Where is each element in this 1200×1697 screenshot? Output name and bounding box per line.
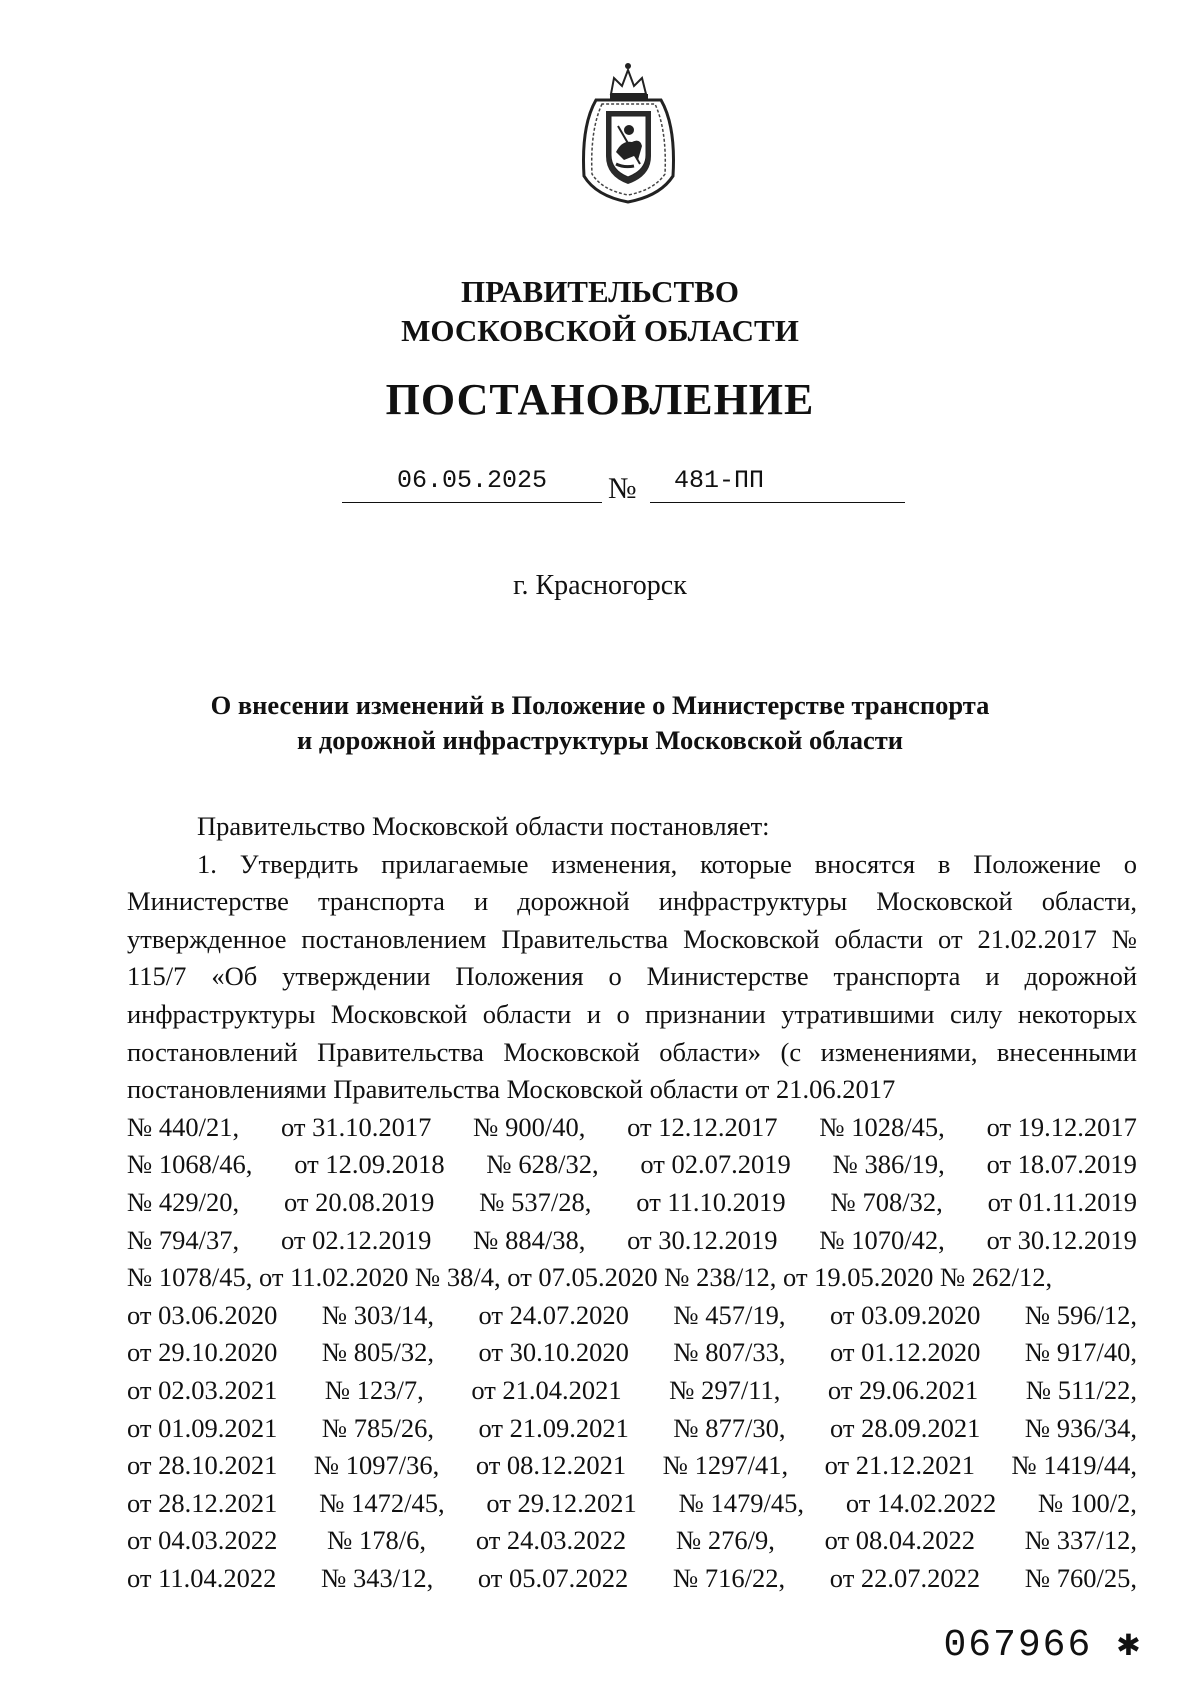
reference-item: от 30.12.2019 [627, 1224, 778, 1255]
reference-item: № 877/30, [673, 1412, 786, 1443]
reference-item: № 276/9, [675, 1525, 775, 1556]
reference-item: от 24.03.2022 [475, 1525, 627, 1556]
reference-item: от 28.10.2021 [127, 1450, 278, 1481]
reference-item: от 08.12.2021 [475, 1450, 627, 1481]
document-subject [0, 688, 1200, 758]
serial-number [943, 1620, 1142, 1667]
reference-line [127, 1410, 1137, 1448]
reference-item: от 29.12.2021 [486, 1487, 637, 1518]
reference-line [127, 1297, 1137, 1335]
reference-item: от 01.11.2019 [987, 1186, 1137, 1217]
coat-of-arms-emblem [566, 56, 691, 206]
reference-item: № 386/19, [832, 1149, 945, 1180]
intro-paragraph: Правительство Московской области постановляет: [197, 811, 770, 841]
reference-item: от 02.07.2019 [640, 1149, 791, 1180]
reference-item: № 1068/46, [127, 1149, 253, 1180]
reference-item: от 21.04.2021 [471, 1374, 622, 1405]
reference-line [127, 1259, 1137, 1297]
reference-line [127, 1522, 1137, 1560]
reference-line [127, 1560, 1137, 1598]
reference-item: № 457/19, [673, 1299, 786, 1330]
reference-item: от 19.12.2017 [986, 1111, 1137, 1142]
reference-item: от 20.08.2019 [284, 1186, 435, 1217]
reference-item: от 28.12.2021 [127, 1487, 278, 1518]
reference-item: № 337/12, [1024, 1525, 1137, 1556]
reference-item: № 807/33, [673, 1337, 786, 1368]
reference-item: от 30.12.2019 [986, 1224, 1137, 1255]
reference-item: № 297/11, [669, 1374, 781, 1405]
reference-item: № 303/14, [321, 1299, 434, 1330]
reference-item: от 12.12.2017 [627, 1111, 778, 1142]
reference-item: от 28.09.2021 [829, 1412, 981, 1443]
reference-item: от 24.07.2020 [478, 1299, 629, 1330]
reference-item: № 716/22, [672, 1562, 786, 1593]
government-title [0, 272, 1200, 350]
reference-item: от 02.12.2019 [280, 1224, 432, 1255]
reference-item: № 884/38, [473, 1224, 586, 1255]
reference-item: № 1078/45, от 11.02.2020 № 38/4, от 07.05.2020 № 238/12, от 19.05.2020 № 262/12, [127, 1262, 1053, 1293]
date-number-line [0, 466, 1200, 506]
reference-item: от 14.02.2022 [845, 1487, 997, 1518]
document-body [127, 808, 1137, 1597]
reference-item: № 794/37, [127, 1224, 240, 1255]
reference-item: № 178/6, [327, 1525, 427, 1556]
reference-item: № 100/2, [1038, 1487, 1137, 1518]
reference-item: № 628/32, [486, 1149, 599, 1180]
reference-item: от 29.10.2020 [127, 1337, 278, 1368]
reference-item: № 440/21, [127, 1111, 240, 1142]
reference-item: № 343/12, [321, 1562, 434, 1593]
reference-item: № 511/22, [1025, 1374, 1137, 1405]
reference-item: № 936/34, [1024, 1412, 1137, 1443]
document-number: 481-ПП [674, 466, 765, 495]
amendment-references [127, 1109, 1137, 1598]
document-date: 06.05.2025 [396, 466, 548, 495]
reference-item: от 11.10.2019 [636, 1186, 786, 1217]
reference-item: от 05.07.2022 [477, 1562, 629, 1593]
reference-item: № 1479/45, [678, 1487, 805, 1518]
number-underline [650, 502, 905, 503]
reference-item: № 900/40, [473, 1111, 586, 1142]
reference-item: № 760/25, [1024, 1562, 1137, 1593]
reference-item: № 805/32, [321, 1337, 434, 1368]
reference-item: № 785/26, [321, 1412, 434, 1443]
reference-item: № 708/32, [830, 1186, 943, 1217]
reference-line [127, 1184, 1137, 1222]
city-name: г. Красногорск [513, 570, 687, 601]
reference-item: от 02.03.2021 [127, 1374, 278, 1405]
reference-item: от 12.09.2018 [294, 1149, 445, 1180]
subject-line1: О внесении изменений в Положение о Министерстве транспорта [210, 690, 990, 720]
reference-item: от 03.06.2020 [127, 1299, 278, 1330]
reference-line [127, 1372, 1137, 1410]
document-type-title: ПОСТАНОВЛЕНИЕ [385, 375, 815, 424]
reference-item: от 08.04.2022 [824, 1525, 976, 1556]
reference-item: № 917/40, [1024, 1337, 1137, 1368]
reference-item: № 1472/45, [319, 1487, 445, 1518]
reference-item: от 01.09.2021 [127, 1412, 278, 1443]
reference-item: от 30.10.2020 [478, 1337, 629, 1368]
reference-line [127, 1447, 1137, 1485]
reference-item: № 537/28, [479, 1186, 592, 1217]
reference-item: № 429/20, [127, 1186, 240, 1217]
reference-item: № 1097/36, [313, 1450, 440, 1481]
reference-line [127, 1109, 1137, 1147]
subject-line2: и дорожной инфраструктуры Московской области [297, 725, 903, 755]
reference-item: № 1297/41, [662, 1450, 789, 1481]
reference-item: № 596/12, [1024, 1299, 1137, 1330]
reference-item: № 1070/42, [819, 1224, 945, 1255]
reference-item: от 18.07.2019 [986, 1149, 1137, 1180]
reference-line [127, 1222, 1137, 1260]
government-title-line2: МОСКОВСКОЙ ОБЛАСТИ [401, 313, 799, 348]
asterisk-icon: ✱ [1117, 1624, 1142, 1667]
reference-item: № 1028/45, [819, 1111, 945, 1142]
reference-item: № 1419/44, [1011, 1450, 1137, 1481]
reference-item: от 11.04.2022 [127, 1562, 277, 1593]
reference-item: от 31.10.2017 [280, 1111, 432, 1142]
paragraph-1: 1. Утвердить прилагаемые изменения, которые вносятся в Положение о Министерстве транспорта и дорожной инфраструктуры Московской области, утвержденное постановлением Правительства Московской области от 21.02.2017 № 115/7 «Об утверждении Положения о Министерстве транспорта и дорожной инфраструктуры Московской области и о признании утратившими силу некоторых постановлений Правительства Московской области» (с изменениями, внесенными постановлениями Правительства Московской области от 21.06.2017 [127, 848, 1137, 1105]
reference-line [127, 1334, 1137, 1372]
date-underline [342, 502, 602, 503]
government-title-line1: ПРАВИТЕЛЬСТВО [461, 274, 739, 309]
reference-item: от 03.09.2020 [829, 1299, 981, 1330]
reference-item: от 04.03.2022 [127, 1525, 278, 1556]
reference-item: № 123/7, [324, 1374, 424, 1405]
reference-line [127, 1146, 1137, 1184]
reference-item: от 21.12.2021 [824, 1450, 976, 1481]
reference-item: от 29.06.2021 [827, 1374, 979, 1405]
reference-item: от 22.07.2022 [829, 1562, 981, 1593]
reference-line [127, 1485, 1137, 1523]
reference-item: от 01.12.2020 [829, 1337, 981, 1368]
reference-item: от 21.09.2021 [478, 1412, 629, 1443]
serial-number-value: 067966 [943, 1624, 1093, 1667]
number-sign: № [608, 472, 637, 505]
